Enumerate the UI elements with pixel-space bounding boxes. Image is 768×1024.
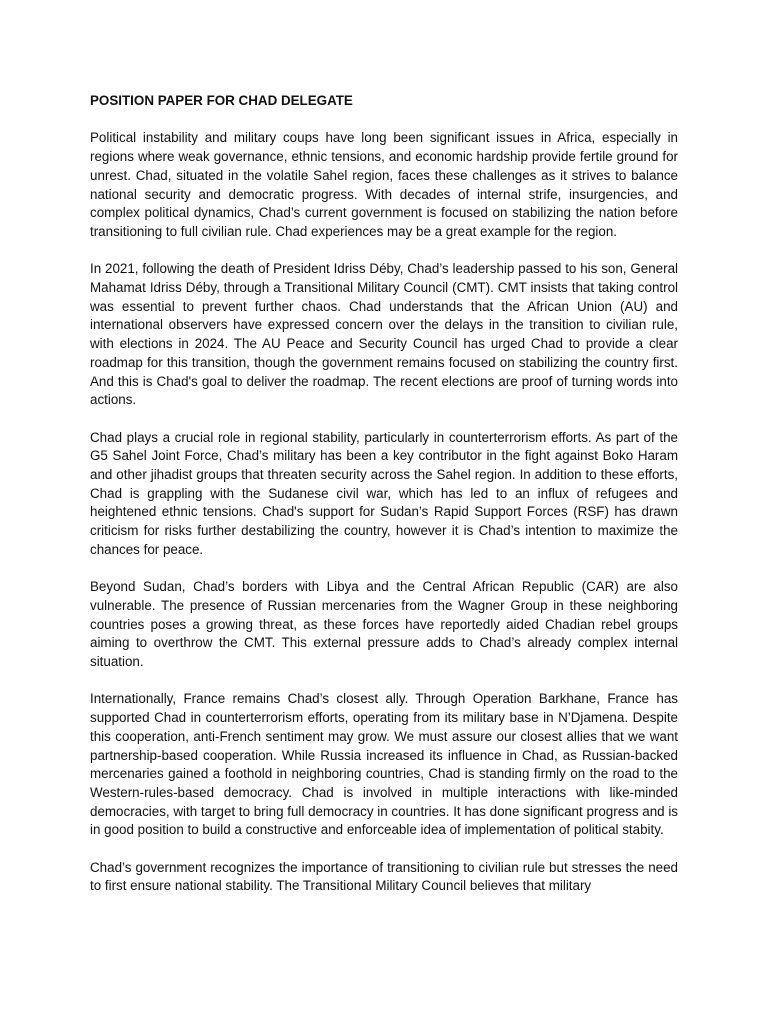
document-body <box>90 92 678 915</box>
paragraph-5: Internationally, France remains Chad’s closest ally. Through Operation Barkhane, France has supported Chad in counterterrorism efforts, operating from its military base in N’Djamena. Despite this cooperation, anti-French sentiment may grow. We must assure our closest allies that we want partnership-based cooperation. While Russia increased its influence in Chad, as Russian-backed mercenaries gained a foothold in neighboring countries, Chad is standing firmly on the road to the Western-rules-based democracy. Chad is involved in multiple interactions with like-minded democracies, with target to bring full democracy in countries. It has done significant progress and is in good position to build a constructive and enforceable idea of implementation of political stabity. <box>90 691 678 838</box>
paragraph-1: Political instability and military coups have long been significant issues in Africa, especially in regions where weak governance, ethnic tensions, and economic hardship provide fertile ground for unrest. Chad, situated in the volatile Sahel region, faces these challenges as it strives to balance national security and democratic progress. With decades of internal strife, insurgencies, and complex political dynamics, Chad’s current government is focused on stabilizing the nation before transitioning to full civilian rule. Chad experiences may be a great example for the region. <box>90 130 678 239</box>
paragraph-3: Chad plays a crucial role in regional stability, particularly in counterterrorism efforts. As part of the G5 Sahel Joint Force, Chad’s military has been a key contributor in the fight against Boko Haram and other jihadist groups that threaten security across the Sahel region. In addition to these efforts, Chad is grappling with the Sudanese civil war, which has led to an influx of refugees and heightened ethnic tensions. Chad's support for Sudan’s Rapid Support Forces (RSF) has drawn criticism for risks further destabilizing the country, however it is Chad’s intention to maximize the chances for peace. <box>90 429 678 557</box>
paragraph-2: In 2021, following the death of President Idriss Déby, Chad’s leadership passed to his son, General Mahamat Idriss Déby, through a Transitional Military Council (CMT). CMT insists that taking control was essential to prevent further chaos. Chad understands that the African Union (AU) and international observers have expressed concern over the delays in the transition to civilian rule, with elections in 2024. The AU Peace and Security Council has urged Chad to provide a clear roadmap for this transition, though the government remains focused on stabilizing the country first. And this is Chad's goal to deliver the roadmap. The recent elections are proof of turning words into actions. <box>90 261 678 408</box>
paragraph-4: Beyond Sudan, Chad’s borders with Libya and the Central African Republic (CAR) are also vulnerable. The presence of Russian mercenaries from the Wagner Group in these neighboring countries poses a growing threat, as these forces have reportedly aided Chadian rebel groups aiming to overthrow the CMT. This external pressure adds to Chad’s already complex internal situation. <box>90 579 678 670</box>
document-title: POSITION PAPER FOR CHAD DELEGATE <box>90 93 353 108</box>
paragraph-6: Chad’s government recognizes the importance of transitioning to civilian rule but stresses the need to first ensure national stability. The Transitional Military Council believes that military <box>90 859 678 894</box>
